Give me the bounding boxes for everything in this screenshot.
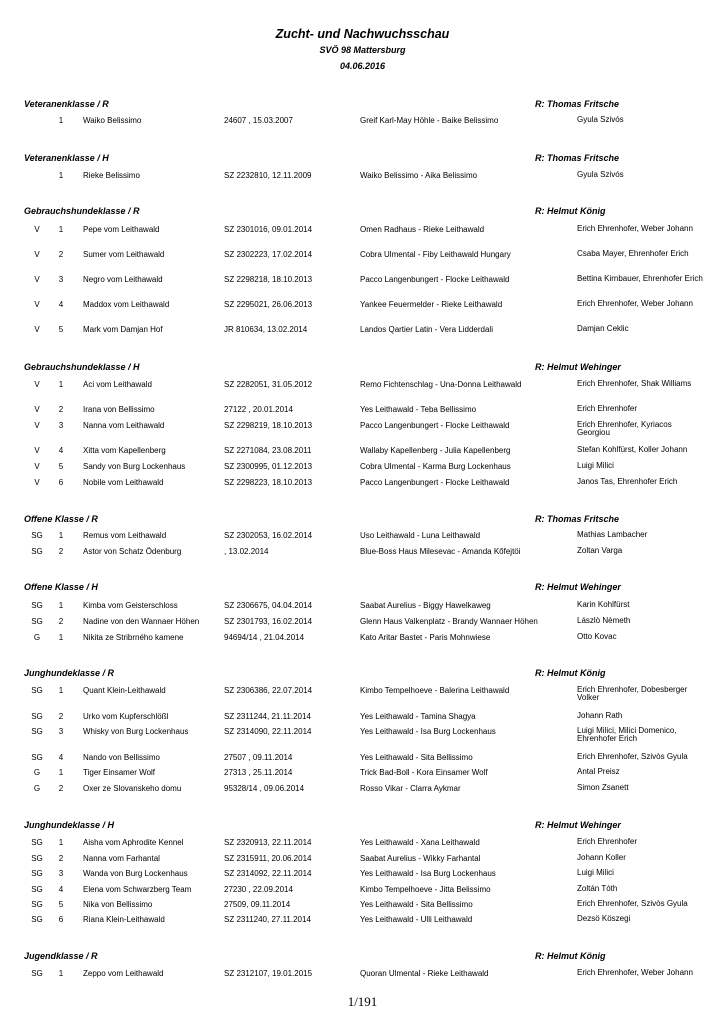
result-row (0, 686, 725, 710)
parents: Kato Aritar Bastet - Paris Mohnwiese (360, 633, 491, 642)
grade: V (34, 250, 40, 259)
grade: V (34, 380, 40, 389)
dog-name: Maddox vom Leithawald (83, 300, 170, 309)
entry-number: 6 (58, 915, 64, 924)
owner: Johann Koller (577, 853, 626, 862)
entry-number: 5 (58, 900, 64, 909)
grade: V (34, 405, 40, 414)
entry-number: 1 (58, 768, 64, 777)
grade: SG (31, 601, 43, 610)
section-title: Offene Klasse / R (24, 514, 98, 524)
owner: Erich Ehrenhofer (577, 404, 638, 413)
parents: Waiko Belissimo - Aika Belissimo (360, 171, 478, 180)
section-judge: R: Helmut Wehinger (535, 582, 621, 592)
owner: Otto Kovac (577, 632, 617, 641)
dog-name: Whisky von Burg Lockenhaus (83, 727, 189, 736)
parents: Trick Bad-Boll - Kora Einsamer Wolf (360, 768, 488, 777)
dog-name: Oxer ze Slovanskeho domu (83, 784, 182, 793)
registration: 27230 , 22.09.2014 (224, 885, 293, 894)
parents: Yes Leithawald - Isa Burg Lockenhaus (360, 869, 496, 878)
grade: V (34, 478, 40, 487)
owner: Karin Kohlfürst (577, 600, 630, 609)
grade: V (34, 462, 40, 471)
parents: Yes Leithawald - Ulli Leithawald (360, 915, 473, 924)
dog-name: Nando von Bellissimo (83, 753, 160, 762)
entry-number: 4 (58, 885, 64, 894)
registration: SZ 2300995, 01.12.2013 (224, 462, 313, 471)
result-row (0, 171, 725, 195)
section-title: Gebrauchshundeklasse / H (24, 362, 140, 372)
registration: , 13.02.2014 (224, 547, 269, 556)
parents: Yes Leithawald - Tamina Shagya (360, 712, 476, 721)
owner: Zoltan Varga (577, 546, 623, 555)
registration: SZ 2302223, 17.02.2014 (224, 250, 313, 259)
dog-name: Nanna vom Farhantal (83, 854, 160, 863)
registration: SZ 2314090, 22.11.2014 (224, 727, 312, 736)
dog-name: Negro vom Leithawald (83, 275, 163, 284)
owner: Lászlò Nèmeth (577, 616, 631, 625)
owner: Erich Ehrenhofer, Kyriacos Georgiou (577, 420, 672, 437)
entry-number: 2 (58, 854, 64, 863)
grade: V (34, 275, 40, 284)
owner: Bettina Kirnbauer, Ehrenhofer Erich (577, 274, 703, 283)
result-row (0, 325, 725, 349)
entry-number: 5 (58, 462, 64, 471)
section-title: Veteranenklasse / R (24, 99, 109, 109)
section-judge: R: Helmut Wehinger (535, 820, 621, 830)
entry-number: 3 (58, 421, 64, 430)
owner: Erich Ehrenhofer, Dobesberger Volker (577, 685, 688, 702)
owner: Erich Ehrenhofer, Szivòs Gyula (577, 899, 688, 908)
registration: SZ 2314092, 22.11.2014 (224, 869, 312, 878)
parents: Pacco Langenbungert - Flocke Leithawald (360, 421, 510, 430)
registration: SZ 2271084, 23.08.2011 (224, 446, 312, 455)
registration: SZ 2295021, 26.06.2013 (224, 300, 313, 309)
section-title: Offene Klasse / H (24, 582, 98, 592)
section-judge: R: Thomas Fritsche (535, 514, 620, 524)
result-row (0, 727, 725, 751)
result-row (0, 225, 725, 249)
section-judge: R: Helmut Wehinger (535, 362, 621, 372)
entry-number: 1 (58, 225, 64, 234)
owner: Mathias Lambacher (577, 530, 648, 539)
parents: Quoran Ulmental - Rieke Leithawald (360, 969, 489, 978)
registration: SZ 2306386, 22.07.2014 (224, 686, 313, 695)
parents: Blue-Boss Haus Milesevac - Amanda Kőfejtöi (360, 547, 521, 556)
registration: 27507 , 09.11.2014 (224, 753, 293, 762)
owner: Luigi Milici (577, 868, 614, 877)
entry-number: 1 (58, 531, 64, 540)
entry-number: 1 (58, 380, 64, 389)
section-title: Jugendklasse / R (24, 951, 98, 961)
dog-name: Quant Klein-Leithawald (83, 686, 166, 695)
entry-number: 1 (58, 601, 64, 610)
entry-number: 3 (58, 275, 64, 284)
registration: JR 810634, 13.02.2014 (224, 325, 308, 334)
entry-number: 1 (58, 116, 64, 125)
registration: SZ 2306675, 04.04.2014 (224, 601, 313, 610)
grade: SG (31, 885, 43, 894)
owner: Luigi Milici, Milici Domenico, Ehrenhofer Erich (577, 726, 677, 743)
grade: V (34, 225, 40, 234)
section-judge: R: Thomas Fritsche (535, 99, 620, 109)
parents: Uso Leithawald - Luna Leithawald (360, 531, 481, 540)
owner: Erich Ehrenhofer, Weber Johann (577, 299, 693, 308)
entry-number: 4 (58, 300, 64, 309)
dog-name: Pepe vom Leithawald (83, 225, 160, 234)
grade: G (33, 784, 41, 793)
dog-name: Remus vom Leithawald (83, 531, 167, 540)
section-title: Gebrauchshundeklasse / R (24, 206, 140, 216)
grade: V (34, 325, 40, 334)
parents: Yes Leithawald - Sita Bellissimo (360, 753, 473, 762)
parents: Yes Leithawald - Sita Bellissimo (360, 900, 473, 909)
owner: Erich Ehrenhofer, Shak Williams (577, 379, 692, 388)
entry-number: 2 (58, 250, 64, 259)
club-name: SVÖ 98 Mattersburg (319, 45, 406, 55)
registration: SZ 2301016, 09.01.2014 (224, 225, 313, 234)
section-judge: R: Helmut König (535, 668, 606, 678)
dog-name: Urko vom Kupferschlößl (83, 712, 169, 721)
registration: SZ 2298218, 18.10.2013 (224, 275, 313, 284)
section-judge: R: Thomas Fritsche (535, 153, 620, 163)
grade: G (33, 633, 41, 642)
result-row (0, 116, 725, 140)
grade: SG (31, 727, 43, 736)
registration: 95328/14 , 09.06.2014 (224, 784, 305, 793)
dog-name: Aisha vom Aphrodite Kennel (83, 838, 184, 847)
registration: SZ 2282051, 31.05.2012 (224, 380, 313, 389)
dog-name: Nadine von den Wannaer Höhen (83, 617, 200, 626)
registration: 27122 , 20.01.2014 (224, 405, 293, 414)
entry-number: 2 (58, 547, 64, 556)
section-judge: R: Helmut König (535, 206, 606, 216)
dog-name: Xitta vom Kapellenberg (83, 446, 166, 455)
grade: SG (31, 753, 43, 762)
owner: Luigi Milici (577, 461, 614, 470)
owner: Johann Rath (577, 711, 623, 720)
grade: SG (31, 869, 43, 878)
owner: Erich Ehrenhofer, Szivòs Gyula (577, 752, 688, 761)
result-row (0, 969, 725, 993)
grade: G (33, 768, 41, 777)
grade: SG (31, 969, 43, 978)
owner: Simon Zsanett (577, 783, 629, 792)
entry-number: 6 (58, 478, 64, 487)
owner: Gyula Szivós (577, 115, 624, 124)
dog-name: Tiger Einsamer Wolf (83, 768, 156, 777)
registration: SZ 2232810, 12.11.2009 (224, 171, 312, 180)
owner: Antal Preisz (577, 767, 620, 776)
grade: V (34, 421, 40, 430)
dog-name: Irana von Bellissimo (83, 405, 155, 414)
dog-name: Waiko Belissimo (83, 116, 142, 125)
dog-name: Sumer vom Leithawald (83, 250, 165, 259)
registration: SZ 2320913, 22.11.2014 (224, 838, 312, 847)
entry-number: 3 (58, 869, 64, 878)
section-title: Junghundeklasse / H (24, 820, 115, 830)
registration: SZ 2302053, 16.02.2014 (224, 531, 313, 540)
result-row (0, 547, 725, 571)
grade: SG (31, 547, 43, 556)
dog-name: Nanna vom Leithawald (83, 421, 165, 430)
grade: SG (31, 531, 43, 540)
entry-number: 1 (58, 633, 64, 642)
dog-name: Sandy von Burg Lockenhaus (83, 462, 186, 471)
result-row (0, 421, 725, 445)
grade: SG (31, 686, 43, 695)
parents: Yes Leithawald - Isa Burg Lockenhaus (360, 727, 496, 736)
entry-number: 4 (58, 753, 64, 762)
entry-number: 2 (58, 712, 64, 721)
owner: Stefan Kohlfürst, Koller Johann (577, 445, 688, 454)
dog-name: Elena vom Schwarzberg Team (83, 885, 192, 894)
section-judge: R: Helmut König (535, 951, 606, 961)
result-row (0, 633, 725, 657)
parents: Omen Radhaus - Rieke Leithawald (360, 225, 485, 234)
registration: 24607 , 15.03.2007 (224, 116, 293, 125)
dog-name: Aci vom Leithawald (83, 380, 152, 389)
grade: SG (31, 900, 43, 909)
grade: V (34, 300, 40, 309)
parents: Yes Leithawald - Xana Leithawald (360, 838, 480, 847)
entry-number: 1 (58, 838, 64, 847)
registration: SZ 2311240, 27.11.2014 (224, 915, 311, 924)
registration: SZ 2311244, 21.11.2014 (224, 712, 311, 721)
grade: V (34, 446, 40, 455)
entry-number: 2 (58, 784, 64, 793)
owner: Erich Ehrenhofer, Weber Johann (577, 224, 693, 233)
parents: Remo Fichtenschlag - Una-Donna Leithawald (360, 380, 522, 389)
result-row (0, 784, 725, 808)
section-title: Junghundeklasse / R (24, 668, 115, 678)
parents: Yes Leithawald - Teba Bellissimo (360, 405, 477, 414)
entry-number: 1 (58, 686, 64, 695)
owner: Erich Ehrenhofer (577, 837, 638, 846)
entry-number: 4 (58, 446, 64, 455)
dog-name: Nikita ze Stribrného kamene (83, 633, 184, 642)
owner: Dezsö Köszegi (577, 914, 631, 923)
registration: 94694/14 , 21.04.2014 (224, 633, 305, 642)
registration: SZ 2312107, 19.01.2015 (224, 969, 313, 978)
parents: Kimbo Tempelhoeve - Jitta Belissimo (360, 885, 491, 894)
parents: Rosso Vikar - Clarra Aykmar (360, 784, 461, 793)
owner: Zoltán Tóth (577, 884, 618, 893)
section-title: Veteranenklasse / H (24, 153, 109, 163)
dog-name: Wanda von Burg Lockenhaus (83, 869, 188, 878)
owner: Damjan Ceklic (577, 324, 629, 333)
entry-number: 1 (58, 171, 64, 180)
parents: Cobra Ulmental - Karma Burg Lockenhaus (360, 462, 511, 471)
dog-name: Riana Klein-Leithawald (83, 915, 165, 924)
page-number: 1/191 (347, 994, 378, 1009)
parents: Landos Qartier Latin - Vera Lidderdali (360, 325, 493, 334)
parents: Saabat Aurelius - Wikky Farhantal (360, 854, 481, 863)
result-row (0, 380, 725, 404)
result-row (0, 250, 725, 274)
grade: SG (31, 838, 43, 847)
dog-name: Nobile vom Leithawald (83, 478, 164, 487)
document-title: Zucht- und Nachwuchsschau (275, 27, 450, 41)
parents: Greif Karl-May Höhle - Baike Belissimo (360, 116, 499, 125)
parents: Glenn Haus Valkenplatz - Brandy Wannaer Höhen (360, 617, 538, 626)
entry-number: 2 (58, 617, 64, 626)
parents: Cobra Ulmental - Fiby Leithawald Hungary (360, 250, 511, 259)
registration: SZ 2315911, 20.06.2014 (224, 854, 312, 863)
owner: Gyula Szivós (577, 170, 624, 179)
entry-number: 5 (58, 325, 64, 334)
result-row (0, 275, 725, 299)
dog-name: Astor von Schatz Ödenburg (83, 547, 182, 556)
parents: Kimbo Tempelhoeve - Balerina Leithawald (360, 686, 510, 695)
parents: Wallaby Kapellenberg - Julia Kapellenberg (360, 446, 511, 455)
registration: SZ 2301793, 16.02.2014 (224, 617, 313, 626)
grade: SG (31, 854, 43, 863)
entry-number: 3 (58, 727, 64, 736)
entry-number: 1 (58, 969, 64, 978)
dog-name: Rieke Belissimo (83, 171, 140, 180)
registration: SZ 2298219, 18.10.2013 (224, 421, 313, 430)
parents: Pacco Langenbungert - Flocke Leithawald (360, 275, 510, 284)
dog-name: Mark vom Damjan Hof (83, 325, 163, 334)
dog-name: Zeppo vom Leithawald (83, 969, 164, 978)
event-date: 04.06.2016 (339, 61, 386, 71)
result-row (0, 478, 725, 502)
registration: 27509, 09.11.2014 (224, 900, 291, 909)
grade: SG (31, 617, 43, 626)
parents: Saabat Aurelius - Biggy Hawelkaweg (360, 601, 491, 610)
result-row (0, 300, 725, 324)
grade: SG (31, 915, 43, 924)
registration: 27313 , 25.11.2014 (224, 768, 293, 777)
owner: Erich Ehrenhofer, Weber Johann (577, 968, 693, 977)
result-row (0, 915, 725, 939)
dog-name: Kimba vom Geisterschloss (83, 601, 178, 610)
grade: SG (31, 712, 43, 721)
owner: Csaba Mayer, Ehrenhofer Erich (577, 249, 689, 258)
registration: SZ 2298223, 18.10.2013 (224, 478, 313, 487)
parents: Yankee Feuermelder - Rieke Leithawald (360, 300, 503, 309)
owner: Janos Tas, Ehrenhofer Erich (577, 477, 678, 486)
parents: Pacco Langenbungert - Flocke Leithawald (360, 478, 510, 487)
entry-number: 2 (58, 405, 64, 414)
dog-name: Nika von Bellissimo (83, 900, 153, 909)
